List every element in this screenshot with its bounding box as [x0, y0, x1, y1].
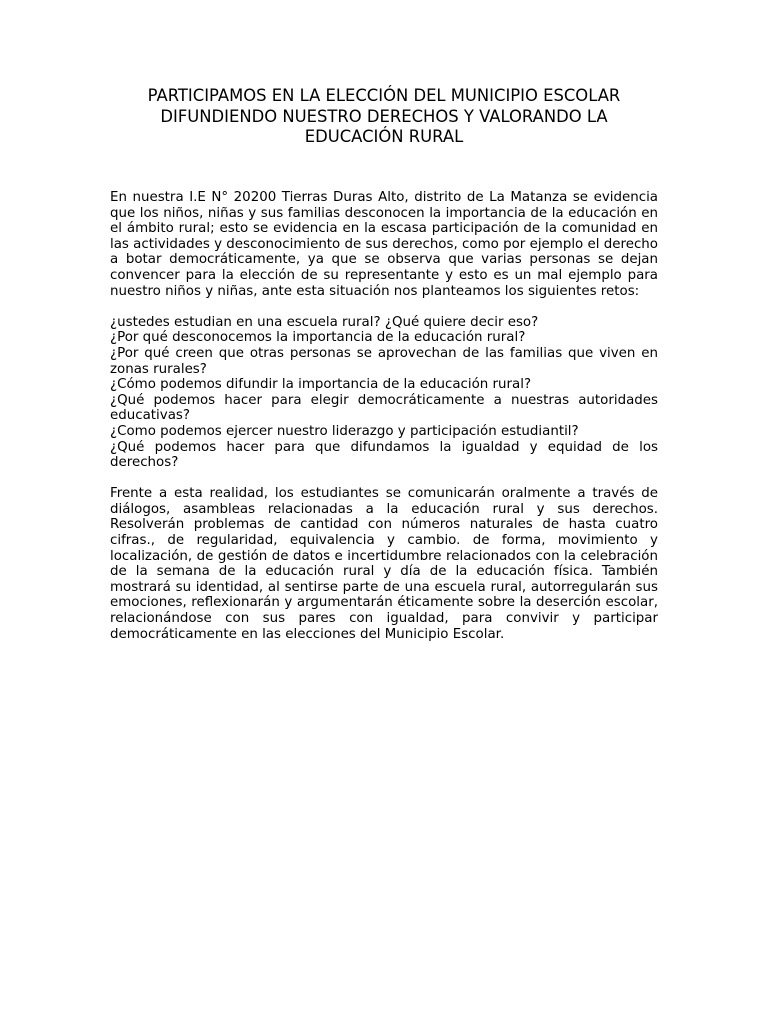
- question-item: ¿Cómo podemos difundir la importancia de la educación rural?: [110, 377, 532, 393]
- question-item: ¿ustedes estudian en una escuela rural? ¿Qué quiere decir eso?: [110, 314, 539, 330]
- intro-paragraph: En nuestra I.E N° 20200 Tierras Duras Alto, distrito de La Matanza se evidencia que los niños, niñas y sus familias desconocen la importancia de la educación en el ámbito rural; esto se evidencia en la escasa participación de la comunidad en las actividades y desconocimiento de sus derechos, como por ejemplo el derecho a botar democráticamente, ya que se observa que varias personas se dejan convencer para la elección de su representante y esto es un mal ejemplo para nuestro niños y niñas, ante esta situación nos planteamos los siguientes retos:: [110, 190, 658, 299]
- question-item: ¿Qué podemos hacer para elegir democráticamente a nuestras autoridades educativas?: [110, 392, 658, 424]
- document-title: PARTICIPAMOS EN LA ELECCIÓN DEL MUNICIPIO ESCOLAR DIFUNDIENDO NUESTRO DERECHOS Y VALORANDO LA EDUCACIÓN RURAL: [147, 86, 621, 146]
- paragraph-spacer: [110, 471, 658, 487]
- question-item: ¿Como podemos ejercer nuestro liderazgo y participación estudiantil?: [110, 423, 579, 439]
- questions-list: [110, 315, 658, 471]
- closing-paragraph: Frente a esta realidad, los estudiantes se comunicarán oralmente a través de diálogos, asambleas relacionadas a la educación rural y sus derechos. Resolverán problemas de cantidad con números naturales de hasta cuatro cifras., de regularidad, equivalencia y cambio. de forma, movimiento y localización, de gestión de datos e incertidumbre relacionados con la celebración de la semana de la educación rural y día de la educación física. También mostrará su identidad, al sentirse parte de una escuela rural, autorregularán sus emociones, reflexionarán y argumentarán éticamente sobre la deserción escolar, relacionándose con sus pares con igualdad, para convivir y participar democráticamente en las elecciones del Municipio Escolar.: [110, 486, 658, 642]
- paragraph-spacer: [110, 299, 658, 315]
- question-item: ¿Por qué desconocemos la importancia de la educación rural?: [110, 330, 526, 346]
- question-item: ¿Por qué creen que otras personas se aprovechan de las familias que viven en zonas rurales?: [110, 345, 658, 377]
- question-item: ¿Qué podemos hacer para que difundamos la igualdad y equidad de los derechos?: [110, 439, 658, 471]
- document-body: [110, 190, 658, 642]
